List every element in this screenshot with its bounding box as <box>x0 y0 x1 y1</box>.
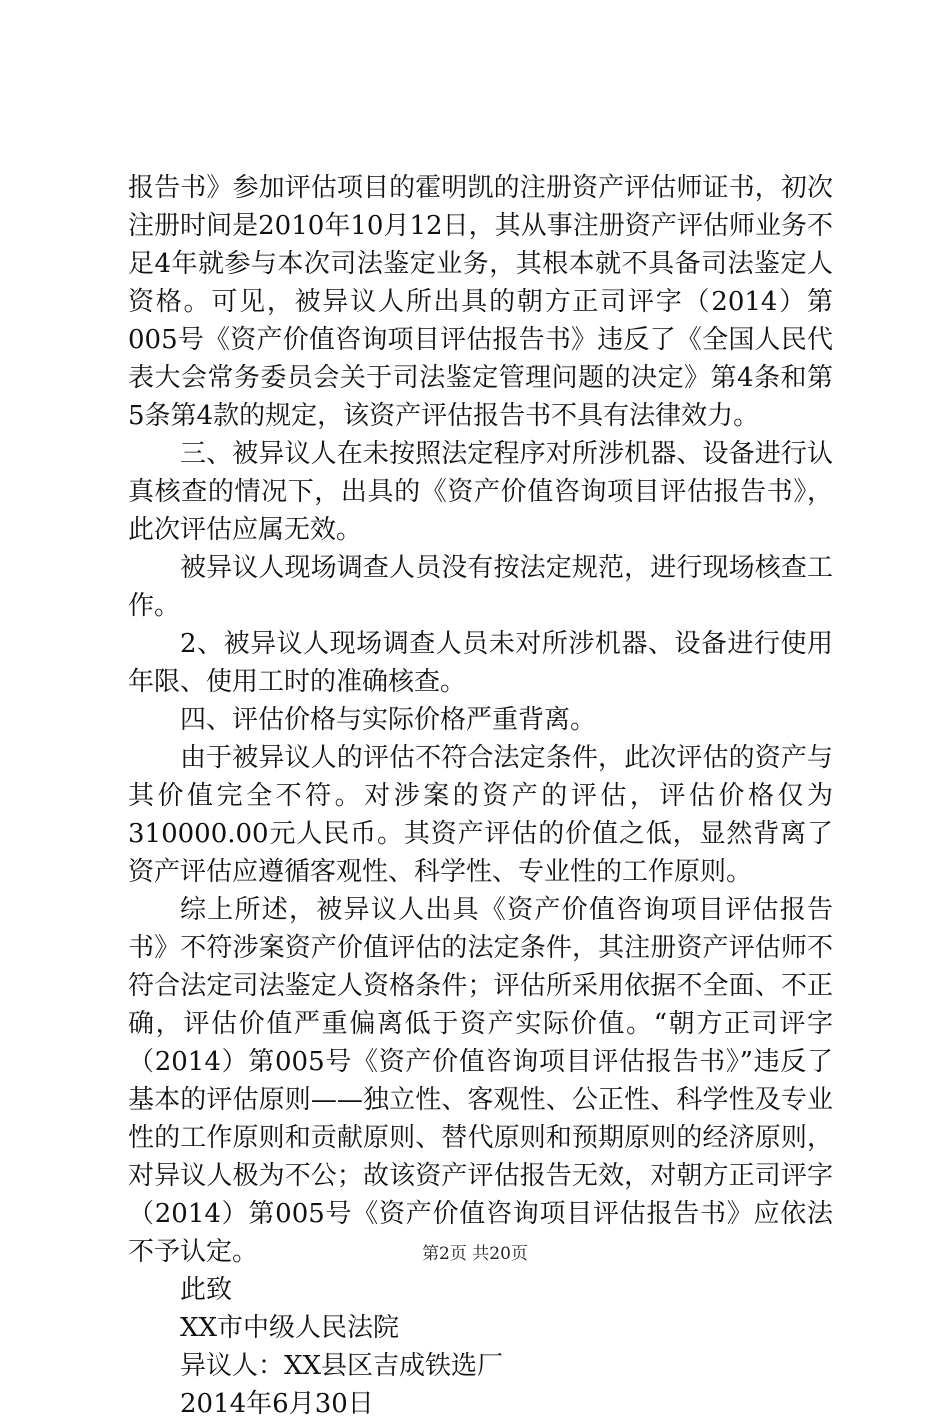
closing-date: 2014年6月30日 <box>180 1389 374 1419</box>
paragraph-point-one: 被异议人现场调查人员没有按法定规范，进行现场核查工作。 <box>128 553 833 621</box>
closing-recipient: XX市中级人民法院 <box>180 1313 400 1343</box>
paragraph-conclusion: 综上所述，被异议人出具《资产价值咨询项目评估报告书》不符涉案资产价值评估的法定条件，其注册资产评估师不符合法定司法鉴定人资格条件；评估所采用依据不全面、不正确，评估价值严重偏离低于资产实际价值。“朝方正司评字（2014）第005号《资产价值咨询项目评估报告书》”违反了基本的评估原则——独立性、客观性、公正性、科学性及专业性的工作原则和贡献原则、替代原则和预期原则的经济原则，对异议人极为不公；故该资产评估报告无效，对朝方正司评字（2014）第005号《资产价值咨询项目评估报告书》应依法不予认定。 <box>128 895 833 1267</box>
document-body <box>128 169 833 1423</box>
closing-salutation: 此致 <box>180 1275 233 1305</box>
paragraph-section-three: 三、被异议人在未按照法定程序对所涉机器、设备进行认真核查的情况下，出具的《资产价值咨询项目评估报告书》，此次评估应属无效。 <box>128 439 833 545</box>
paragraph-section-four: 四、评估价格与实际价格严重背离。 <box>180 705 597 735</box>
paragraph-valuation: 由于被异议人的评估不符合法定条件，此次评估的资产与其价值完全不符。对涉案的资产的评估，评估价格仅为310000.00元人民币。其资产评估的价值之低，显然背离了资产评估应遵循客观性、科学性、专业性的工作原则。 <box>128 743 833 887</box>
closing-objector: 异议人：XX县区吉成铁选厂 <box>180 1351 504 1381</box>
paragraph-continuation: 报告书》参加评估项目的霍明凯的注册资产评估师证书，初次注册时间是2010年10月12日，其从事注册资产评估师业务不足4年就参与本次司法鉴定业务，其根本就不具备司法鉴定人资格。可见，被异议人所出具的朝方正司评字（2014）第005号《资产价值咨询项目评估报告书》违反了《全国人民代表大会常务委员会关于司法鉴定管理问题的决定》第4条和第5条第4款的规定，该资产评估报告书不具有法律效力。 <box>128 173 833 431</box>
page-footer: 第2页 共20页 <box>422 1244 528 1264</box>
paragraph-point-two: 2、被异议人现场调查人员未对所涉机器、设备进行使用年限、使用工时的准确核查。 <box>128 629 833 697</box>
